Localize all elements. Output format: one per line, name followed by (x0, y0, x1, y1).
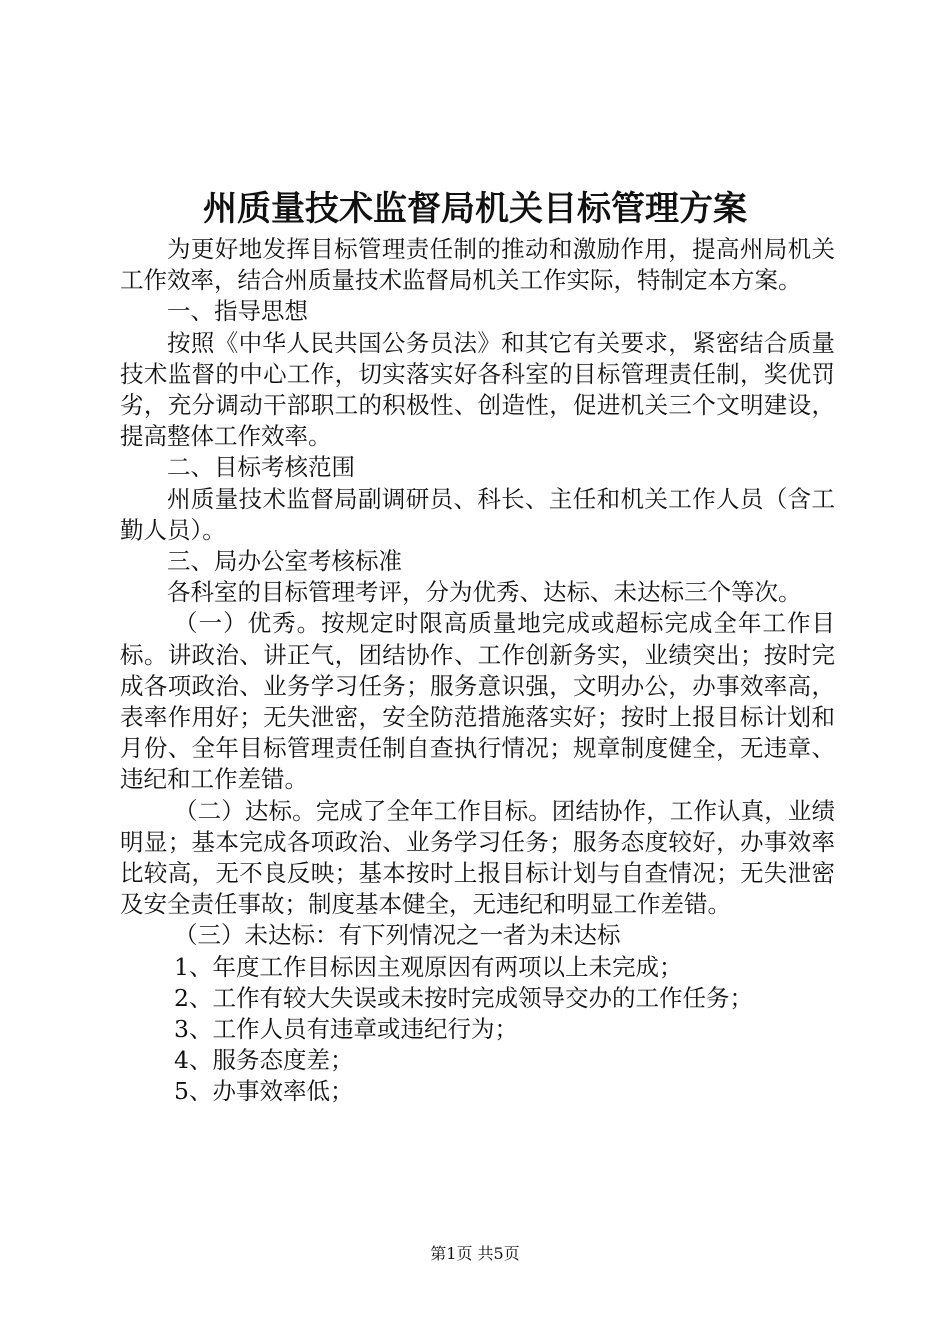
subsection-heading: （三）未达标：有下列情况之一者为未达标 (174, 921, 621, 950)
body-paragraph: 各科室的目标管理考评，分为优秀、达标、未达标三个等次。 (167, 578, 802, 607)
subsection-paragraph: （一）优秀。按规定时限高质量地完成或超标完成全年工作目标。讲政治、讲正气，团结协作、工作创新务实，业绩突出；按时完成各项政治、业务学习任务；服务意识强，文明办公，办事效率高，表率作用好；无失泄密，安全防范措施落实好；按时上报目标计划和月份、全年目标管理责任制自查执行情况；规章制度健全，无违章、违纪和工作差错。 (120, 609, 835, 794)
intro-paragraph: 为更好地发挥目标管理责任制的推动和激励作用，提高州局机关工作效率，结合州质量技术监督局机关工作实际，特制定本方案。 (120, 235, 835, 295)
section-heading: 一、指导思想 (167, 297, 308, 326)
list-item: 3、工作人员有违章或违纪行为； (174, 1015, 518, 1044)
document-title: 州质量技术监督局机关目标管理方案 (203, 189, 747, 229)
list-item: 5、办事效率低； (174, 1077, 354, 1106)
list-item: 4、服务态度差； (174, 1046, 354, 1075)
list-item: 1、年度工作目标因主观原因有两项以上未完成； (174, 952, 683, 981)
list-item: 2、工作有较大失误或未按时完成领导交办的工作任务； (174, 983, 753, 1012)
document-body (120, 234, 835, 1108)
body-paragraph: 州质量技术监督局副调研员、科长、主任和机关工作人员（含工勤人员）。 (120, 484, 835, 544)
body-paragraph: 按照《中华人民共国公务员法》和其它有关要求，紧密结合质量技术监督的中心工作，切实落实好各科室的目标管理责任制，奖优罚劣，充分调动干部职工的积极性、创造性，促进机关三个文明建设，提高整体工作效率。 (120, 328, 835, 451)
subsection-paragraph: （二）达标。完成了全年工作目标。团结协作，工作认真，业绩明显；基本完成各项政治、业务学习任务；服务态度较好，办事效率比较高，无不良反映；基本按时上报目标计划与自查情况；无失泄密及安全责任事故；制度基本健全，无违纪和明显工作差错。 (120, 796, 835, 919)
section-heading: 二、目标考核范围 (167, 453, 355, 482)
section-heading: 三、局办公室考核标准 (167, 547, 402, 576)
page-number: 第1页 共5页 (430, 1244, 520, 1263)
